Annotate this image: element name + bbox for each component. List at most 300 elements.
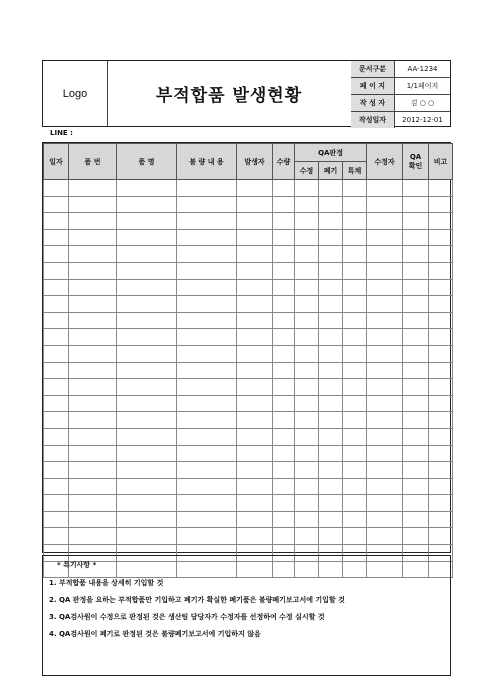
table-row [44, 412, 453, 429]
table-cell[interactable] [117, 246, 177, 263]
table-cell[interactable] [319, 180, 343, 197]
table-cell[interactable] [429, 279, 453, 296]
table-cell[interactable] [429, 312, 453, 329]
table-cell[interactable] [117, 345, 177, 362]
table-cell[interactable] [69, 296, 117, 313]
table-cell[interactable] [117, 395, 177, 412]
table-cell[interactable] [44, 462, 69, 479]
table-cell[interactable] [273, 478, 295, 495]
table-cell[interactable] [429, 262, 453, 279]
table-cell[interactable] [295, 379, 319, 396]
table-cell[interactable] [429, 395, 453, 412]
table-cell[interactable] [237, 511, 273, 528]
table-cell[interactable] [237, 395, 273, 412]
table-cell[interactable] [237, 312, 273, 329]
table-cell[interactable] [44, 511, 69, 528]
table-cell[interactable] [44, 329, 69, 346]
table-cell[interactable] [117, 495, 177, 512]
table-cell[interactable] [343, 478, 367, 495]
table-cell[interactable] [403, 528, 429, 545]
table-cell[interactable] [429, 495, 453, 512]
table-cell[interactable] [295, 445, 319, 462]
table-cell[interactable] [367, 296, 403, 313]
table-cell[interactable] [295, 246, 319, 263]
table-cell[interactable] [295, 312, 319, 329]
table-cell[interactable] [295, 213, 319, 230]
table-cell[interactable] [273, 528, 295, 545]
table-cell[interactable] [319, 296, 343, 313]
table-cell[interactable] [403, 362, 429, 379]
column-header-defect: 불 량 내 용 [177, 144, 237, 180]
table-cell[interactable] [237, 379, 273, 396]
table-cell[interactable] [69, 312, 117, 329]
table-cell[interactable] [273, 312, 295, 329]
column-header-part-no: 품 번 [69, 144, 117, 180]
table-cell[interactable] [177, 229, 237, 246]
table-cell[interactable] [69, 462, 117, 479]
table-cell[interactable] [343, 412, 367, 429]
table-cell[interactable] [319, 495, 343, 512]
table-cell[interactable] [367, 279, 403, 296]
table-cell[interactable] [429, 428, 453, 445]
table-cell[interactable] [429, 345, 453, 362]
table-cell[interactable] [273, 262, 295, 279]
table-cell[interactable] [237, 196, 273, 213]
table-cell[interactable] [44, 495, 69, 512]
table-cell[interactable] [273, 196, 295, 213]
table-cell[interactable] [367, 262, 403, 279]
column-header-remark: 비고 [429, 144, 453, 180]
table-cell[interactable] [429, 362, 453, 379]
table-cell[interactable] [319, 395, 343, 412]
table-cell[interactable] [237, 462, 273, 479]
meta-value: 1/1페이지 [395, 78, 451, 95]
table-cell[interactable] [117, 445, 177, 462]
table-cell[interactable] [177, 428, 237, 445]
table-cell[interactable] [367, 478, 403, 495]
table-cell[interactable] [177, 180, 237, 197]
table-cell[interactable] [237, 180, 273, 197]
column-header-reporter: 발생자 [237, 144, 273, 180]
table-cell[interactable] [69, 412, 117, 429]
table-cell[interactable] [177, 412, 237, 429]
table-cell[interactable] [429, 462, 453, 479]
table-cell[interactable] [117, 528, 177, 545]
table-cell[interactable] [343, 296, 367, 313]
note-item: 4. QA검사원이 폐기로 판정된 것은 불량폐기보고서에 기입하지 않음 [49, 630, 261, 638]
table-cell[interactable] [403, 196, 429, 213]
table-cell[interactable] [367, 246, 403, 263]
table-cell[interactable] [367, 362, 403, 379]
table-cell[interactable] [367, 213, 403, 230]
table-row [44, 180, 453, 197]
table-cell[interactable] [429, 445, 453, 462]
table-cell[interactable] [295, 229, 319, 246]
table-cell[interactable] [429, 379, 453, 396]
table-cell[interactable] [69, 229, 117, 246]
table-cell[interactable] [319, 478, 343, 495]
table-cell[interactable] [429, 196, 453, 213]
table-cell[interactable] [295, 428, 319, 445]
table-cell[interactable] [343, 379, 367, 396]
table-cell[interactable] [429, 329, 453, 346]
table-cell[interactable] [273, 180, 295, 197]
table-cell[interactable] [367, 196, 403, 213]
table-cell[interactable] [367, 329, 403, 346]
table-cell[interactable] [403, 428, 429, 445]
table-cell[interactable] [237, 229, 273, 246]
table-cell[interactable] [403, 246, 429, 263]
table-cell[interactable] [177, 395, 237, 412]
meta-label: 작 성 자 [351, 95, 395, 112]
table-row [44, 345, 453, 362]
table-cell[interactable] [177, 379, 237, 396]
table-cell[interactable] [44, 196, 69, 213]
table-cell[interactable] [273, 412, 295, 429]
table-cell[interactable] [403, 345, 429, 362]
table-cell[interactable] [44, 296, 69, 313]
table-cell[interactable] [295, 412, 319, 429]
table-cell[interactable] [117, 213, 177, 230]
table-cell[interactable] [44, 345, 69, 362]
table-cell[interactable] [69, 511, 117, 528]
table-cell[interactable] [343, 180, 367, 197]
table-cell[interactable] [177, 362, 237, 379]
table-cell[interactable] [44, 528, 69, 545]
table-cell[interactable] [44, 180, 69, 197]
table-cell[interactable] [403, 312, 429, 329]
table-cell[interactable] [343, 395, 367, 412]
table-row [44, 213, 453, 230]
table-row [44, 329, 453, 346]
table-cell[interactable] [343, 345, 367, 362]
table-cell[interactable] [403, 495, 429, 512]
table-cell[interactable] [273, 229, 295, 246]
table-cell[interactable] [273, 445, 295, 462]
table-cell[interactable] [343, 196, 367, 213]
table-cell[interactable] [429, 229, 453, 246]
table-cell[interactable] [177, 528, 237, 545]
table-cell[interactable] [403, 395, 429, 412]
table-cell[interactable] [295, 395, 319, 412]
table-cell[interactable] [117, 511, 177, 528]
table-cell[interactable] [237, 329, 273, 346]
table-cell[interactable] [177, 213, 237, 230]
table-cell[interactable] [319, 362, 343, 379]
table-cell[interactable] [429, 296, 453, 313]
table-cell[interactable] [69, 196, 117, 213]
table-cell[interactable] [117, 329, 177, 346]
table-cell[interactable] [403, 329, 429, 346]
table-row [44, 246, 453, 263]
table-cell[interactable] [117, 478, 177, 495]
table-cell[interactable] [237, 412, 273, 429]
table-cell[interactable] [237, 362, 273, 379]
table-cell[interactable] [117, 229, 177, 246]
table-cell[interactable] [69, 395, 117, 412]
column-header-qa-group: QA판정 [295, 144, 367, 162]
table-cell[interactable] [319, 462, 343, 479]
table-cell[interactable] [273, 279, 295, 296]
table-cell[interactable] [343, 445, 367, 462]
table-cell[interactable] [295, 511, 319, 528]
table-cell[interactable] [177, 262, 237, 279]
table-cell[interactable] [343, 495, 367, 512]
table-cell[interactable] [237, 246, 273, 263]
table-cell[interactable] [69, 262, 117, 279]
table-cell[interactable] [319, 511, 343, 528]
table-cell[interactable] [44, 246, 69, 263]
table-cell[interactable] [44, 478, 69, 495]
table-cell[interactable] [273, 395, 295, 412]
table-cell[interactable] [44, 379, 69, 396]
table-cell[interactable] [343, 246, 367, 263]
table-cell[interactable] [177, 329, 237, 346]
table-cell[interactable] [367, 495, 403, 512]
table-cell[interactable] [69, 180, 117, 197]
table-cell[interactable] [177, 445, 237, 462]
table-cell[interactable] [367, 345, 403, 362]
table-cell[interactable] [237, 445, 273, 462]
table-cell[interactable] [295, 296, 319, 313]
table-cell[interactable] [343, 511, 367, 528]
table-cell[interactable] [44, 412, 69, 429]
meta-value: 2012-12-01 [402, 116, 443, 124]
table-cell[interactable] [343, 428, 367, 445]
table-cell[interactable] [319, 229, 343, 246]
table-cell[interactable] [273, 511, 295, 528]
meta-row-author [351, 95, 450, 112]
table-cell[interactable] [177, 296, 237, 313]
table-cell[interactable] [403, 262, 429, 279]
table-row [44, 462, 453, 479]
table-cell[interactable] [117, 262, 177, 279]
page-title: 부적합품 발생현황 [107, 61, 352, 126]
table-cell[interactable] [343, 279, 367, 296]
table-cell[interactable] [69, 246, 117, 263]
table-cell[interactable] [403, 462, 429, 479]
table-cell[interactable] [117, 412, 177, 429]
table-cell[interactable] [237, 279, 273, 296]
table-cell[interactable] [117, 312, 177, 329]
table-cell[interactable] [177, 196, 237, 213]
table-cell[interactable] [319, 345, 343, 362]
table-cell[interactable] [177, 511, 237, 528]
table-cell[interactable] [177, 462, 237, 479]
table-cell[interactable] [367, 462, 403, 479]
table-cell[interactable] [429, 511, 453, 528]
table-cell[interactable] [319, 379, 343, 396]
table-cell[interactable] [273, 246, 295, 263]
table-cell[interactable] [319, 213, 343, 230]
table-cell[interactable] [69, 428, 117, 445]
table-cell[interactable] [367, 445, 403, 462]
table-cell[interactable] [367, 180, 403, 197]
table-cell[interactable] [319, 445, 343, 462]
nonconformance-table [42, 142, 451, 553]
table-cell[interactable] [273, 296, 295, 313]
column-header-qa-special: 특채 [343, 162, 367, 180]
table-cell[interactable] [69, 345, 117, 362]
table-cell[interactable] [117, 279, 177, 296]
table-row [44, 362, 453, 379]
table-cell[interactable] [319, 329, 343, 346]
table-cell[interactable] [429, 180, 453, 197]
table-cell[interactable] [117, 180, 177, 197]
table-cell[interactable] [403, 379, 429, 396]
table-cell[interactable] [319, 196, 343, 213]
table-cell[interactable] [403, 180, 429, 197]
table-cell[interactable] [403, 445, 429, 462]
table-cell[interactable] [403, 511, 429, 528]
table-cell[interactable] [273, 329, 295, 346]
table-cell[interactable] [343, 462, 367, 479]
table-cell[interactable] [319, 412, 343, 429]
table-cell[interactable] [295, 495, 319, 512]
table-cell[interactable] [319, 528, 343, 545]
table-cell[interactable] [69, 329, 117, 346]
table-cell[interactable] [367, 229, 403, 246]
table-cell[interactable] [295, 329, 319, 346]
table-cell[interactable] [273, 495, 295, 512]
table-cell[interactable] [44, 213, 69, 230]
table-cell[interactable] [403, 213, 429, 230]
table-cell[interactable] [343, 528, 367, 545]
table-cell[interactable] [273, 462, 295, 479]
table-cell[interactable] [117, 379, 177, 396]
table-cell[interactable] [403, 229, 429, 246]
table-cell[interactable] [44, 262, 69, 279]
table-cell[interactable] [343, 362, 367, 379]
table-cell[interactable] [343, 312, 367, 329]
table-row [44, 495, 453, 512]
table-cell[interactable] [69, 495, 117, 512]
table-cell[interactable] [44, 229, 69, 246]
table-row [44, 279, 453, 296]
table-cell[interactable] [69, 362, 117, 379]
table-cell[interactable] [367, 395, 403, 412]
table-cell[interactable] [177, 478, 237, 495]
table-cell[interactable] [343, 229, 367, 246]
note-item: 2. QA 판정을 요하는 부적합품만 기입하고 폐기가 확실한 폐기품은 불량폐기보고서에 기입할 것 [49, 596, 345, 604]
document-meta-table [351, 61, 450, 128]
table-cell[interactable] [295, 478, 319, 495]
table-cell[interactable] [44, 279, 69, 296]
table-cell[interactable] [69, 478, 117, 495]
table-cell[interactable] [273, 362, 295, 379]
table-cell[interactable] [44, 395, 69, 412]
table-cell[interactable] [117, 196, 177, 213]
table-cell[interactable] [295, 279, 319, 296]
table-cell[interactable] [44, 428, 69, 445]
table-cell[interactable] [367, 428, 403, 445]
table-cell[interactable] [44, 445, 69, 462]
table-cell[interactable] [117, 296, 177, 313]
table-cell[interactable] [403, 478, 429, 495]
meta-label: 페 이 지 [351, 78, 395, 95]
table-cell[interactable] [343, 262, 367, 279]
table-cell[interactable] [403, 296, 429, 313]
table-cell[interactable] [273, 379, 295, 396]
table-cell[interactable] [117, 462, 177, 479]
table-cell[interactable] [237, 262, 273, 279]
table-cell[interactable] [295, 196, 319, 213]
table-cell[interactable] [295, 362, 319, 379]
table-cell[interactable] [177, 495, 237, 512]
table-cell[interactable] [237, 345, 273, 362]
table-cell[interactable] [343, 329, 367, 346]
table-cell[interactable] [429, 412, 453, 429]
table-cell[interactable] [295, 180, 319, 197]
table-cell[interactable] [343, 213, 367, 230]
table-cell[interactable] [367, 528, 403, 545]
table-cell[interactable] [367, 412, 403, 429]
table-cell[interactable] [319, 428, 343, 445]
table-cell[interactable] [237, 296, 273, 313]
table-body [44, 180, 453, 578]
meta-row-page [351, 78, 450, 95]
table-cell[interactable] [367, 379, 403, 396]
table-cell[interactable] [273, 428, 295, 445]
meta-value: AA-1234 [395, 61, 451, 78]
table-cell[interactable] [177, 246, 237, 263]
table-cell[interactable] [237, 428, 273, 445]
table-cell[interactable] [117, 362, 177, 379]
table-cell[interactable] [295, 262, 319, 279]
table-cell[interactable] [319, 262, 343, 279]
table-cell[interactable] [429, 478, 453, 495]
table-cell[interactable] [44, 312, 69, 329]
table-cell[interactable] [295, 528, 319, 545]
table-cell[interactable] [429, 246, 453, 263]
table-cell[interactable] [403, 412, 429, 429]
table-cell[interactable] [237, 495, 273, 512]
table-cell[interactable] [319, 279, 343, 296]
table-cell[interactable] [367, 312, 403, 329]
table-row [44, 229, 453, 246]
table-cell[interactable] [177, 312, 237, 329]
table-cell[interactable] [295, 345, 319, 362]
table-cell[interactable] [237, 478, 273, 495]
table-cell[interactable] [117, 428, 177, 445]
table-cell[interactable] [319, 312, 343, 329]
table-cell[interactable] [273, 213, 295, 230]
column-header-qa-confirm: QA 확인 [403, 144, 429, 180]
table-cell[interactable] [44, 362, 69, 379]
table-cell[interactable] [177, 279, 237, 296]
table-cell[interactable] [69, 445, 117, 462]
table-cell[interactable] [319, 246, 343, 263]
table-cell[interactable] [429, 528, 453, 545]
table-cell[interactable] [69, 379, 117, 396]
table-cell[interactable] [69, 279, 117, 296]
table-cell[interactable] [69, 213, 117, 230]
table-cell[interactable] [177, 345, 237, 362]
column-header-part-name: 품 명 [117, 144, 177, 180]
table-cell[interactable] [429, 213, 453, 230]
table-cell[interactable] [295, 462, 319, 479]
table-cell[interactable] [69, 528, 117, 545]
logo: Logo [43, 61, 108, 126]
table-row [44, 312, 453, 329]
table-cell[interactable] [403, 279, 429, 296]
table-cell[interactable] [237, 528, 273, 545]
table-cell[interactable] [273, 345, 295, 362]
note-item: 3. QA검사원이 수정으로 판정된 것은 생산팀 담당자가 수정자를 선정하여 수정 실시할 것 [49, 613, 325, 621]
table-cell[interactable] [367, 511, 403, 528]
table-row [44, 262, 453, 279]
table-cell[interactable] [237, 213, 273, 230]
